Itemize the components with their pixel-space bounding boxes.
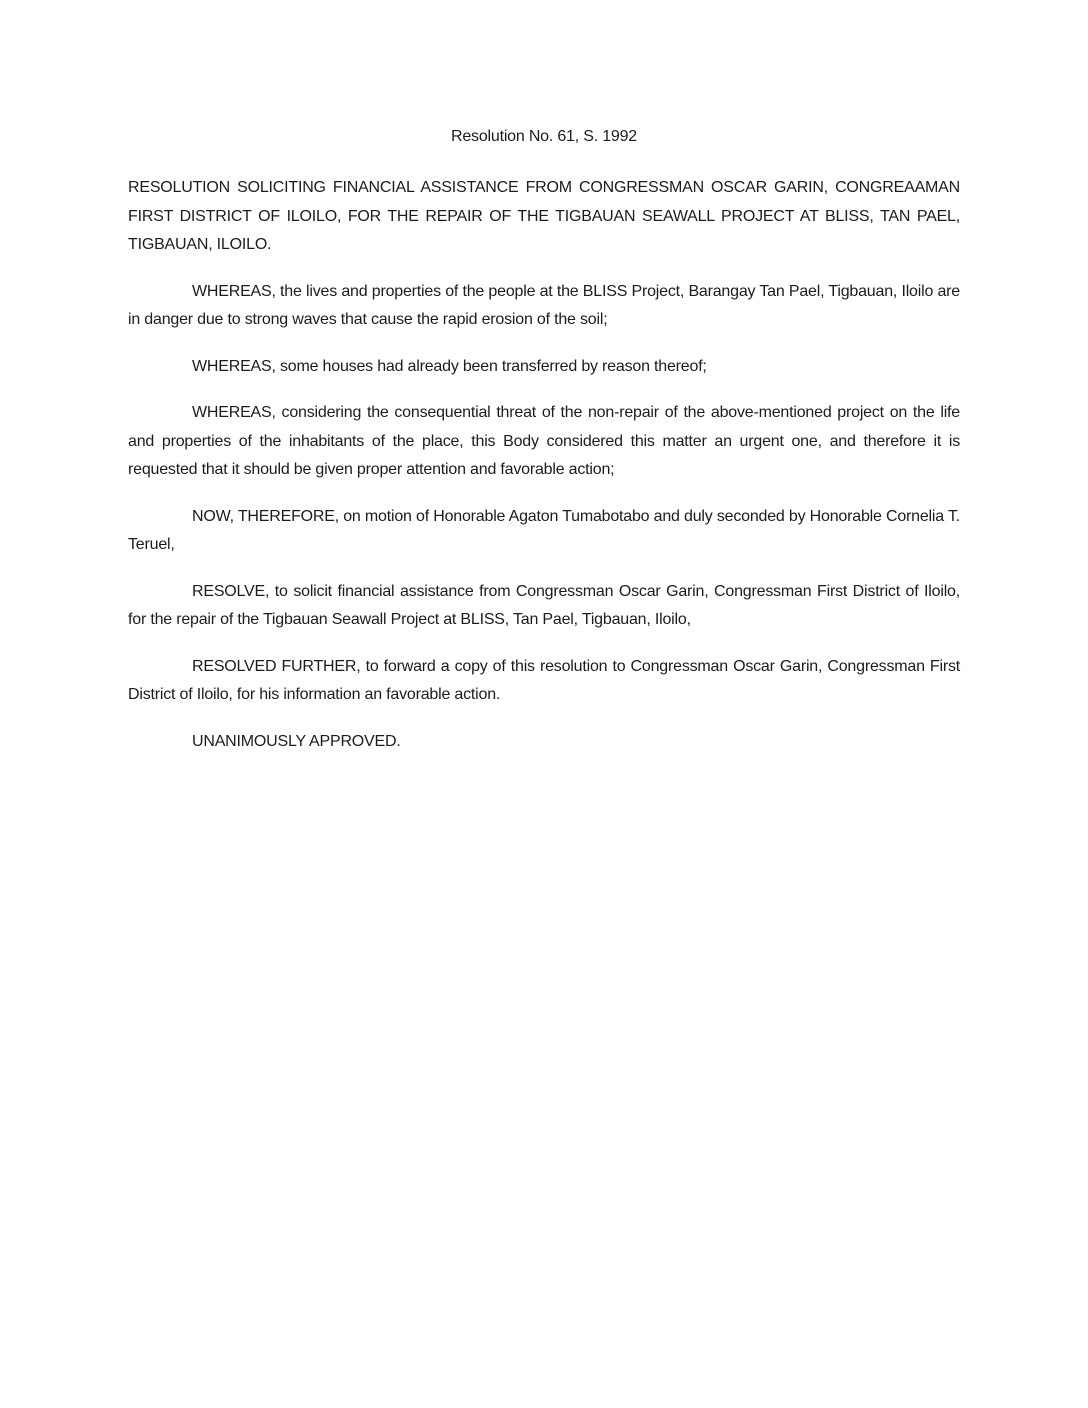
- document-paragraph: RESOLVED FURTHER, to forward a copy of this resolution to Congressman Oscar Garin, Congressman First District of Iloilo, for his information an favorable action.: [128, 657, 960, 703]
- document-body: [128, 174, 960, 756]
- document-title: Resolution No. 61, S. 1992: [450, 128, 638, 145]
- document-paragraph: WHEREAS, considering the consequential threat of the non-repair of the above-mentioned project on the life and properties of the inhabitants of the place, this Body considered this matter an urgent one, and therefore it is requested that it should be given proper attention and favorable action;: [128, 404, 960, 478]
- document-paragraph: UNANIMOUSLY APPROVED.: [192, 732, 401, 750]
- document-paragraph: WHEREAS, the lives and properties of the people at the BLISS Project, Barangay Tan Pael, Tigbauan, Iloilo are in danger due to strong waves that cause the rapid erosion of the soil;: [128, 282, 960, 328]
- document-paragraph: RESOLUTION SOLICITING FINANCIAL ASSISTANCE FROM CONGRESSMAN OSCAR GARIN, CONGREAAMAN FIRST DISTRICT OF ILOILO, FOR THE REPAIR OF THE TIGBAUAN SEAWALL PROJECT AT BLISS, TAN PAEL, TIGBAUAN, ILOILO.: [128, 179, 960, 253]
- document-paragraph: WHEREAS, some houses had already been transferred by reason thereof;: [192, 357, 707, 375]
- document-paragraph: NOW, THEREFORE, on motion of Honorable Agaton Tumabotabo and duly seconded by Honorable Cornelia T. Teruel,: [128, 507, 960, 553]
- document-paragraph: RESOLVE, to solicit financial assistance from Congressman Oscar Garin, Congressman First District of Iloilo, for the repair of the Tigbauan Seawall Project at BLISS, Tan Pael, Tigbauan, Iloilo,: [128, 582, 960, 628]
